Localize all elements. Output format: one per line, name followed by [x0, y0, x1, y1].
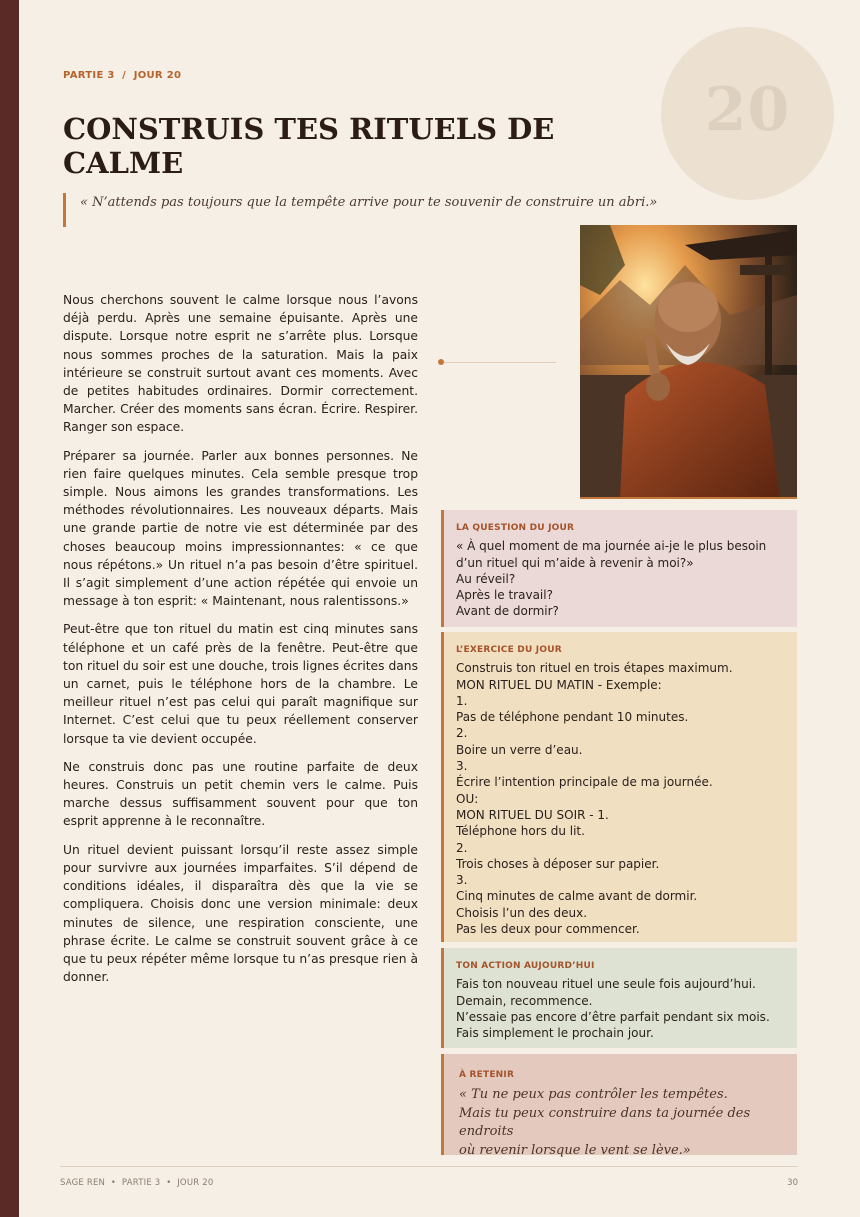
- action-line: Demain, recommence.: [456, 993, 593, 1008]
- exercise-line: 3.: [456, 873, 468, 888]
- body-paragraph: Un rituel devient puissant lorsqu’il reste assez simple pour survivre aux journées imparfaites. S’il dépend de conditions idéales, il disparaîtra dès que la vie se compliquera. Choisis donc une version minimale: deux minutes de silence, une respiration consciente, une phrase écrite. Le calme se construit souvent grâce à ce que tu peux répéter même lorsque tu n’as presque rien à donner.: [63, 842, 418, 985]
- decorative-connector: [438, 359, 556, 365]
- exercise-line: Choisis l’un des deux.: [456, 905, 588, 920]
- exercise-line: Écrire l’intention principale de ma journée.: [456, 775, 713, 790]
- monk-illustration: [580, 225, 797, 499]
- exercise-line: Boire un verre d’eau.: [456, 742, 583, 757]
- body-paragraph: Ne construis donc pas une routine parfaite de deux heures. Construis un petit chemin vers le calme. Puis marche dessus suffisamment souvent pour que ton esprit apprenne à le reconnaître.: [63, 759, 418, 829]
- exercise-line: Construis ton rituel en trois étapes maximum.: [456, 661, 733, 676]
- day-number: 20: [704, 74, 791, 145]
- footer-running-title: SAGE REN • PARTIE 3 • JOUR 20: [60, 1178, 214, 1188]
- question-line: Après le travail?: [456, 588, 553, 603]
- exercise-line: MON RITUEL DU SOIR - 1.: [456, 807, 609, 822]
- body-paragraph: Peut-être que ton rituel du matin est cinq minutes sans téléphone et un café près de la fenêtre. Peut-être que ton rituel du soir est une douche, trois lignes écrites dans un carnet, puis le téléphone hors de la chambre. Le meilleur rituel n’est pas celui qui paraît magnifique sur Internet. C’est celui que tu peux réellement conserver lorsque ta vie devient occupée.: [63, 622, 418, 746]
- exercise-line: Pas les deux pour commencer.: [456, 922, 640, 937]
- exercise-line: MON RITUEL DU MATIN - Exemple:: [456, 677, 662, 692]
- exercise-line: 2.: [456, 726, 468, 741]
- epigraph-quote: « N’attends pas toujours que la tempête arrive pour te souvenir de construire un abri.»: [63, 193, 657, 227]
- side-accent-bar: [0, 0, 19, 1217]
- exercise-label: L’EXERCICE DU JOUR: [456, 645, 562, 655]
- retain-quote: [459, 1086, 785, 1160]
- retain-label: À RETENIR: [459, 1070, 515, 1080]
- footer-divider: [60, 1166, 798, 1167]
- question-line: « À quel moment de ma journée ai-je le plus besoin d’un rituel qui m’aide à revenir à moi?»: [456, 539, 767, 570]
- exercise-line: 3.: [456, 759, 468, 774]
- exercise-line: Pas de téléphone pendant 10 minutes.: [456, 710, 689, 725]
- exercise-of-the-day-box: [441, 632, 797, 942]
- question-line: Avant de dormir?: [456, 604, 559, 619]
- question-line: Au réveil?: [456, 571, 516, 586]
- action-today-box: [441, 948, 797, 1048]
- page-number: 30: [787, 1178, 798, 1188]
- exercise-line: OU:: [456, 791, 479, 806]
- day-number-badge: [661, 27, 834, 200]
- action-label: TON ACTION AUJOURD’HUI: [456, 961, 595, 971]
- exercise-line: 2.: [456, 840, 468, 855]
- section-kicker: PARTIE 3 / JOUR 20: [63, 70, 182, 81]
- retain-line: « Tu ne peux pas contrôler les tempêtes.: [459, 1087, 728, 1103]
- key-takeaway-box: [441, 1054, 797, 1158]
- monk-photo: [580, 225, 797, 499]
- retain-line: Mais tu peux construire dans ta journée des endroits: [459, 1105, 751, 1140]
- body-text: [63, 291, 418, 996]
- body-paragraph: Préparer sa journée. Parler aux bonnes personnes. Ne rien faire quelques minutes. Cela semble presque trop simple. Nous aimons les grandes transformations. Les méthodes révolutionnaires. Les nouveaux départs. Mais une grande partie de notre vie est déterminée par des choses beaucoup moins impressionnantes: « ce que nous répétons.» Un rituel n’a pas besoin d’être spirituel. Il s’agit simplement d’une action répétée qui envoie un message à ton esprit: « Maintenant, nous ralentissons.»: [63, 448, 418, 609]
- exercise-line: Trois choses à déposer sur papier.: [456, 856, 660, 871]
- exercise-line: 1.: [456, 693, 468, 708]
- action-line: Fais simplement le prochain jour.: [456, 1026, 654, 1041]
- exercise-line: Cinq minutes de calme avant de dormir.: [456, 889, 698, 904]
- connector-line: [444, 362, 556, 363]
- question-label: LA QUESTION DU JOUR: [456, 523, 575, 533]
- body-paragraph: Nous cherchons souvent le calme lorsque nous l’avons déjà perdu. Après une semaine épuisante. Après une dispute. Lorsque notre esprit ne s’arrête plus. Lorsque nous sommes proches de la saturation. Mais la paix intérieure se construit surtout avant ces moments. Avec de petites habitudes ordinaires. Dormir correctement. Marcher. Créer des moments sans écran. Écrire. Respirer. Ranger son espace.: [63, 293, 418, 435]
- action-line: N’essaie pas encore d’être parfait pendant six mois.: [456, 1009, 770, 1024]
- retain-line: où revenir lorsque le vent se lève.»: [459, 1142, 691, 1158]
- question-of-the-day-box: [441, 510, 797, 627]
- page-title: CONSTRUIS TES RITUELS DE CALME: [63, 112, 555, 180]
- action-line: Fais ton nouveau rituel une seule fois aujourd’hui.: [456, 977, 756, 992]
- exercise-line: Téléphone hors du lit.: [456, 824, 585, 839]
